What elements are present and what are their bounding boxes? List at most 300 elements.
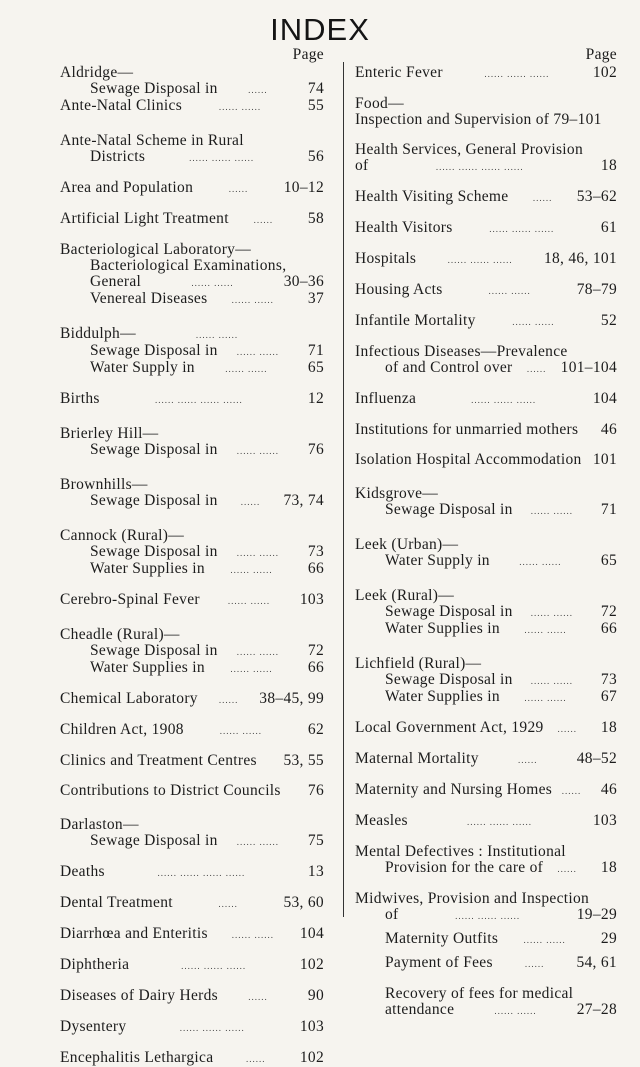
- index-line: [60, 544, 324, 561]
- entry-text: Sewage Disposal in: [90, 441, 218, 458]
- index-entry: [60, 426, 324, 459]
- entry-text: Measles: [355, 812, 408, 829]
- index-entry: [60, 988, 324, 1005]
- index-line: [355, 360, 617, 377]
- entry-text: Diseases of Dairy Herds: [60, 987, 218, 1004]
- index-line: [60, 957, 324, 974]
- page-column-header: Page: [585, 46, 617, 63]
- entry-spacer: [355, 972, 617, 986]
- entry-spacer: [60, 677, 324, 691]
- entry-text: Venereal Diseases: [90, 290, 208, 307]
- entry-spacer: [60, 769, 324, 783]
- entry-spacer: [355, 299, 617, 313]
- entry-spacer: [355, 128, 617, 142]
- page-number: 66: [307, 659, 324, 676]
- page-number: 67: [600, 688, 617, 705]
- page-number: 58: [307, 210, 324, 227]
- index-entry: [60, 1050, 324, 1067]
- page-number: 18: [600, 157, 617, 174]
- page-number: 46: [600, 421, 617, 438]
- dot-leader: ...... ......: [195, 330, 239, 340]
- index-line: [355, 158, 617, 175]
- page-number: 61: [600, 219, 617, 236]
- dot-leader: ...... ...... ......: [189, 153, 255, 163]
- dot-leader: ...... ......: [512, 317, 555, 327]
- page-number: 78–79: [576, 281, 617, 298]
- index-entry-list: [60, 65, 324, 1067]
- index-line: [60, 274, 324, 291]
- entry-spacer: [60, 578, 324, 592]
- page-number: 76: [307, 782, 324, 799]
- entry-text: Institutions for unmarried mothers: [355, 421, 579, 438]
- index-line: [355, 931, 617, 948]
- page-number: 18, 46, 101: [543, 250, 617, 267]
- index-line: [60, 98, 324, 115]
- page-number: 55: [307, 97, 324, 114]
- entry-spacer: [60, 739, 324, 753]
- dot-leader: ...... ......: [236, 347, 279, 357]
- page-number: 52: [600, 312, 617, 329]
- entry-spacer: [355, 438, 617, 452]
- page-number: 102: [299, 1049, 324, 1066]
- dot-leader: ...... ......: [523, 935, 566, 945]
- entry-text: Inspection and Supervision of 79–101: [355, 111, 602, 128]
- entry-text: Sewage Disposal in: [90, 642, 218, 659]
- index-line: [355, 751, 617, 768]
- dot-leader: ......: [228, 184, 249, 194]
- entry-text: Isolation Hospital Accommodation: [355, 451, 582, 468]
- index-entry: [60, 895, 324, 912]
- index-entry: [60, 65, 324, 98]
- entry-spacer: [60, 459, 324, 477]
- page-number: 74: [307, 80, 324, 97]
- index-entry: [60, 864, 324, 881]
- dot-leader: ...... ......: [230, 565, 273, 575]
- entry-spacer: [355, 638, 617, 656]
- entry-text: Aldridge—: [60, 64, 134, 81]
- dot-leader: ......: [218, 695, 239, 705]
- entry-text: Water Supplies in: [385, 620, 500, 637]
- index-line: [60, 864, 324, 881]
- index-entry: [355, 313, 617, 330]
- entry-text: of: [355, 157, 369, 174]
- dot-leader: ...... ......: [494, 1006, 537, 1016]
- entry-text: Sewage Disposal in: [90, 342, 218, 359]
- entry-text: Maternity Outfits: [385, 930, 499, 947]
- index-entry: [355, 142, 617, 175]
- dot-leader: ...... ......: [236, 446, 279, 456]
- index-entry: [60, 528, 324, 578]
- index-line: [355, 189, 617, 206]
- index-entry: [355, 486, 617, 519]
- entry-text: Sewage Disposal in: [90, 80, 218, 97]
- entry-spacer: [355, 206, 617, 220]
- index-line: [355, 96, 617, 112]
- page-number: 103: [299, 1018, 324, 1035]
- entry-text: attendance: [385, 1001, 455, 1018]
- page-number: 18: [600, 719, 617, 736]
- index-entry: [60, 957, 324, 974]
- page-number: 73: [600, 671, 617, 688]
- index-entry: [355, 537, 617, 570]
- dot-leader: ...... ...... ......: [181, 961, 247, 971]
- entry-text: Sewage Disposal in: [90, 543, 218, 560]
- entry-text: Kidsgrove—: [355, 485, 439, 502]
- dot-leader: ......: [561, 786, 582, 796]
- index-entry: [60, 98, 324, 115]
- index-line: [60, 391, 324, 408]
- page-number: 104: [299, 925, 324, 942]
- dot-leader: ...... ...... ......: [484, 69, 550, 79]
- entry-text: Water Supply in: [385, 552, 490, 569]
- entry-spacer: [60, 197, 324, 211]
- entry-text: Sewage Disposal in: [90, 832, 218, 849]
- index-line: [355, 621, 617, 638]
- index-entry: [355, 391, 617, 408]
- index-line: [60, 493, 324, 510]
- dot-leader: ...... ......: [524, 693, 567, 703]
- entry-text: Cheadle (Rural)—: [60, 626, 180, 643]
- page-number: 46: [600, 781, 617, 798]
- index-line: [355, 282, 617, 299]
- entry-spacer: [60, 228, 324, 242]
- index-line: [60, 133, 324, 149]
- index-line: [355, 986, 617, 1002]
- index-line: [60, 561, 324, 578]
- page-number: 10–12: [283, 179, 324, 196]
- index-line: [60, 660, 324, 677]
- entry-text: Housing Acts: [355, 281, 443, 298]
- entry-spacer: [355, 377, 617, 391]
- dot-leader: ...... ...... ...... ......: [435, 162, 524, 172]
- index-line: [60, 722, 324, 739]
- entry-text: Diarrhœa and Enteritis: [60, 925, 208, 942]
- entry-text: Provision for the care of: [385, 859, 544, 876]
- index-line: [355, 142, 617, 158]
- dot-leader: ......: [248, 85, 268, 95]
- entry-text: Dental Treatment: [60, 894, 173, 911]
- entry-text: Midwives, Provision and Inspection: [355, 890, 590, 907]
- entry-spacer: [355, 175, 617, 189]
- index-line: [355, 537, 617, 553]
- index-entry: [60, 753, 324, 769]
- dot-leader: ...... ...... ......: [489, 224, 555, 234]
- index-entry: [355, 588, 617, 638]
- dot-leader: ...... ......: [236, 548, 279, 558]
- index-line: [60, 753, 324, 769]
- entry-text: Births: [60, 390, 100, 407]
- dot-leader: ...... ......: [225, 364, 268, 374]
- index-entry: [60, 627, 324, 677]
- index-entry: [60, 242, 324, 308]
- index-line: [60, 426, 324, 442]
- entry-text: Children Act, 1908: [60, 721, 184, 738]
- page-number: 62: [307, 721, 324, 738]
- entry-text: Local Government Act, 1929: [355, 719, 544, 736]
- index-entry: [355, 220, 617, 237]
- index-entry: [60, 783, 324, 799]
- page-number: 27–28: [576, 1001, 617, 1018]
- entry-text: Cannock (Rural)—: [60, 527, 185, 544]
- index-line: [355, 860, 617, 877]
- page-number: 102: [592, 64, 617, 81]
- entry-text: General: [90, 273, 142, 290]
- entry-spacer: [60, 166, 324, 180]
- entry-text: Biddulph—: [60, 325, 136, 342]
- entry-text: Mental Defectives : Institutional: [355, 843, 566, 860]
- page-number: 54, 61: [576, 954, 617, 971]
- entry-text: Health Services, General Provision: [355, 141, 584, 158]
- entry-text: Lichfield (Rural)—: [355, 655, 482, 672]
- index-line: [60, 833, 324, 850]
- index-line: [355, 955, 617, 972]
- entry-text: Bacteriological Laboratory—: [60, 241, 252, 258]
- entry-text: Maternal Mortality: [355, 750, 479, 767]
- dot-leader: ...... ......: [530, 676, 573, 686]
- page-number: 65: [600, 552, 617, 569]
- entry-text: Water Supplies in: [90, 560, 205, 577]
- dot-leader: ...... ......: [519, 557, 562, 567]
- entry-text: Contributions to District Councils: [60, 782, 281, 799]
- index-entry: [60, 180, 324, 197]
- entry-spacer: [60, 408, 324, 426]
- entry-text: Sewage Disposal in: [385, 501, 513, 518]
- entry-spacer: [355, 330, 617, 344]
- entry-text: of and Control over: [385, 359, 513, 376]
- entry-text: Darlaston—: [60, 816, 139, 833]
- page-number: 102: [299, 956, 324, 973]
- index-line: [60, 242, 324, 258]
- index-entry: [355, 955, 617, 972]
- entry-spacer: [60, 115, 324, 133]
- page-number: 71: [307, 342, 324, 359]
- index-line: [60, 477, 324, 493]
- entry-text: Leek (Urban)—: [355, 536, 459, 553]
- entry-text: Maternity and Nursing Homes: [355, 781, 553, 798]
- dot-leader: ......: [518, 755, 538, 765]
- index-entry: [355, 344, 617, 377]
- index-entry: [60, 1019, 324, 1036]
- dot-leader: ...... ......: [219, 726, 263, 736]
- page-number: 29: [600, 930, 617, 947]
- dot-leader: ......: [245, 1054, 266, 1064]
- page-title: INDEX: [270, 12, 370, 47]
- dot-leader: ...... ......: [530, 608, 573, 618]
- index-entry: [60, 326, 324, 377]
- page-number: 104: [592, 390, 617, 407]
- dot-leader: ......: [253, 215, 274, 225]
- index-entry: [60, 691, 324, 708]
- entry-text: Infantile Mortality: [355, 312, 476, 329]
- index-line: [60, 180, 324, 197]
- index-entry: [355, 65, 617, 82]
- page-number: 53–62: [576, 188, 617, 205]
- index-line: [60, 988, 324, 1005]
- entry-text: Leek (Rural)—: [355, 587, 455, 604]
- dot-leader: ...... ......: [230, 664, 273, 674]
- page-number: 65: [307, 359, 324, 376]
- index-entry: [60, 211, 324, 228]
- index-line: [355, 672, 617, 689]
- dot-leader: ......: [524, 959, 545, 969]
- index-column-left: [60, 45, 324, 1067]
- entry-spacer: [60, 510, 324, 528]
- entry-text: Area and Population: [60, 179, 194, 196]
- page-number: 12: [307, 390, 324, 407]
- dot-leader: ...... ......: [236, 647, 279, 657]
- entry-text: Enteric Fever: [355, 64, 443, 81]
- entry-text: Water Supply in: [90, 359, 195, 376]
- entry-text: Diphtheria: [60, 956, 130, 973]
- dot-leader: ...... ......: [236, 837, 279, 847]
- index-entry-list: [355, 65, 617, 1019]
- dot-leader: ...... ...... ......: [179, 1023, 245, 1033]
- dot-leader: ......: [218, 899, 238, 909]
- page-number: 53, 60: [283, 894, 324, 911]
- dot-leader: ...... ......: [530, 506, 573, 516]
- page-number: 76: [307, 441, 324, 458]
- index-entry: [60, 592, 324, 609]
- page-number: 66: [600, 620, 617, 637]
- dot-leader: ...... ......: [488, 286, 531, 296]
- index-entry: [60, 391, 324, 408]
- index-entry: [355, 720, 617, 737]
- entry-spacer: [60, 881, 324, 895]
- dot-leader: ...... ...... ...... ......: [154, 395, 243, 405]
- index-line: [355, 656, 617, 672]
- index-line: [355, 720, 617, 737]
- entry-text: Brierley Hill—: [60, 425, 159, 442]
- entry-text: Hospitals: [355, 250, 417, 267]
- dot-leader: ......: [557, 724, 578, 734]
- index-entry: [355, 844, 617, 877]
- index-line: [60, 528, 324, 544]
- page-number: 101: [592, 451, 617, 468]
- entry-spacer: [60, 708, 324, 722]
- entry-text: Brownhills—: [60, 476, 148, 493]
- page-number: 66: [307, 560, 324, 577]
- index-line: [355, 844, 617, 860]
- index-line: [60, 360, 324, 377]
- entry-spacer: [355, 799, 617, 813]
- dot-leader: ...... ...... ......: [455, 911, 521, 921]
- index-line: [355, 907, 617, 924]
- index-entry: [60, 817, 324, 850]
- page-number: 38–45, 99: [259, 690, 324, 707]
- index-line: [60, 291, 324, 308]
- index-entry: [355, 751, 617, 768]
- index-line: [60, 326, 324, 343]
- entry-spacer: [60, 912, 324, 926]
- index-line: [355, 782, 617, 799]
- dot-leader: ...... ...... ...... ......: [157, 868, 246, 878]
- index-entry: [355, 931, 617, 948]
- dot-leader: ...... ...... ......: [447, 255, 513, 265]
- entry-spacer: [355, 737, 617, 751]
- page-column-header: Page: [292, 46, 324, 63]
- entry-spacer: [60, 850, 324, 864]
- entry-text: Payment of Fees: [385, 954, 493, 971]
- index-line: [60, 442, 324, 459]
- entry-spacer: [60, 609, 324, 627]
- entry-spacer: [60, 308, 324, 326]
- entry-text: of: [385, 906, 399, 923]
- index-entry: [355, 422, 617, 438]
- entry-text: Food—: [355, 95, 404, 112]
- index-entry: [60, 477, 324, 510]
- page-number: 13: [307, 863, 324, 880]
- dot-leader: ......: [240, 497, 261, 507]
- index-entry: [60, 722, 324, 739]
- index-line: [60, 211, 324, 228]
- index-entry: [355, 282, 617, 299]
- index-line: [355, 391, 617, 408]
- page-number: 37: [307, 290, 324, 307]
- page-number: 103: [299, 591, 324, 608]
- dot-leader: ...... ......: [191, 278, 234, 288]
- page-number: 73: [307, 543, 324, 560]
- entry-text: Chemical Laboratory: [60, 690, 198, 707]
- index-entry: [355, 189, 617, 206]
- entry-text: Influenza: [355, 390, 417, 407]
- index-entry: [355, 656, 617, 706]
- index-line: [355, 313, 617, 330]
- entry-spacer: [355, 830, 617, 844]
- index-line: [60, 895, 324, 912]
- dot-leader: ......: [248, 992, 268, 1002]
- dot-leader: ...... ......: [227, 596, 271, 606]
- index-entry: [355, 96, 617, 128]
- entry-spacer: [355, 768, 617, 782]
- dot-leader: ......: [526, 364, 547, 374]
- dot-leader: ...... ...... ......: [466, 817, 532, 827]
- index-line: [60, 627, 324, 643]
- index-line: [355, 422, 617, 438]
- index-line: [355, 452, 617, 468]
- entry-text: Dysentery: [60, 1018, 127, 1035]
- entry-text: Cerebro-Spinal Fever: [60, 591, 200, 608]
- index-entry: [355, 891, 617, 924]
- entry-spacer: [355, 519, 617, 537]
- entry-spacer: [60, 1036, 324, 1050]
- entry-spacer: [355, 468, 617, 486]
- index-entry: [60, 926, 324, 943]
- entry-text: Infectious Diseases—Prevalence: [355, 343, 568, 360]
- entry-spacer: [355, 570, 617, 588]
- page-number: 73, 74: [283, 492, 324, 509]
- index-line: [355, 553, 617, 570]
- entry-text: Water Supplies in: [90, 659, 205, 676]
- index-entry: [355, 782, 617, 799]
- entry-text: Recovery of fees for medical: [385, 985, 574, 1002]
- entry-text: Artificial Light Treatment: [60, 210, 229, 227]
- index-line: [355, 813, 617, 830]
- entry-text: Ante-Natal Scheme in Rural: [60, 132, 244, 149]
- index-line: [60, 926, 324, 943]
- page-number: 19–29: [576, 906, 617, 923]
- index-entry: [355, 986, 617, 1019]
- dot-leader: ...... ......: [218, 102, 262, 112]
- index-line: [355, 220, 617, 237]
- index-line: [355, 112, 617, 128]
- entry-spacer: [60, 943, 324, 957]
- page-number: 90: [307, 987, 324, 1004]
- index-line: [355, 65, 617, 82]
- entry-text: Deaths: [60, 863, 105, 880]
- index-line: [60, 783, 324, 799]
- entry-spacer: [60, 974, 324, 988]
- page-number: 56: [307, 148, 324, 165]
